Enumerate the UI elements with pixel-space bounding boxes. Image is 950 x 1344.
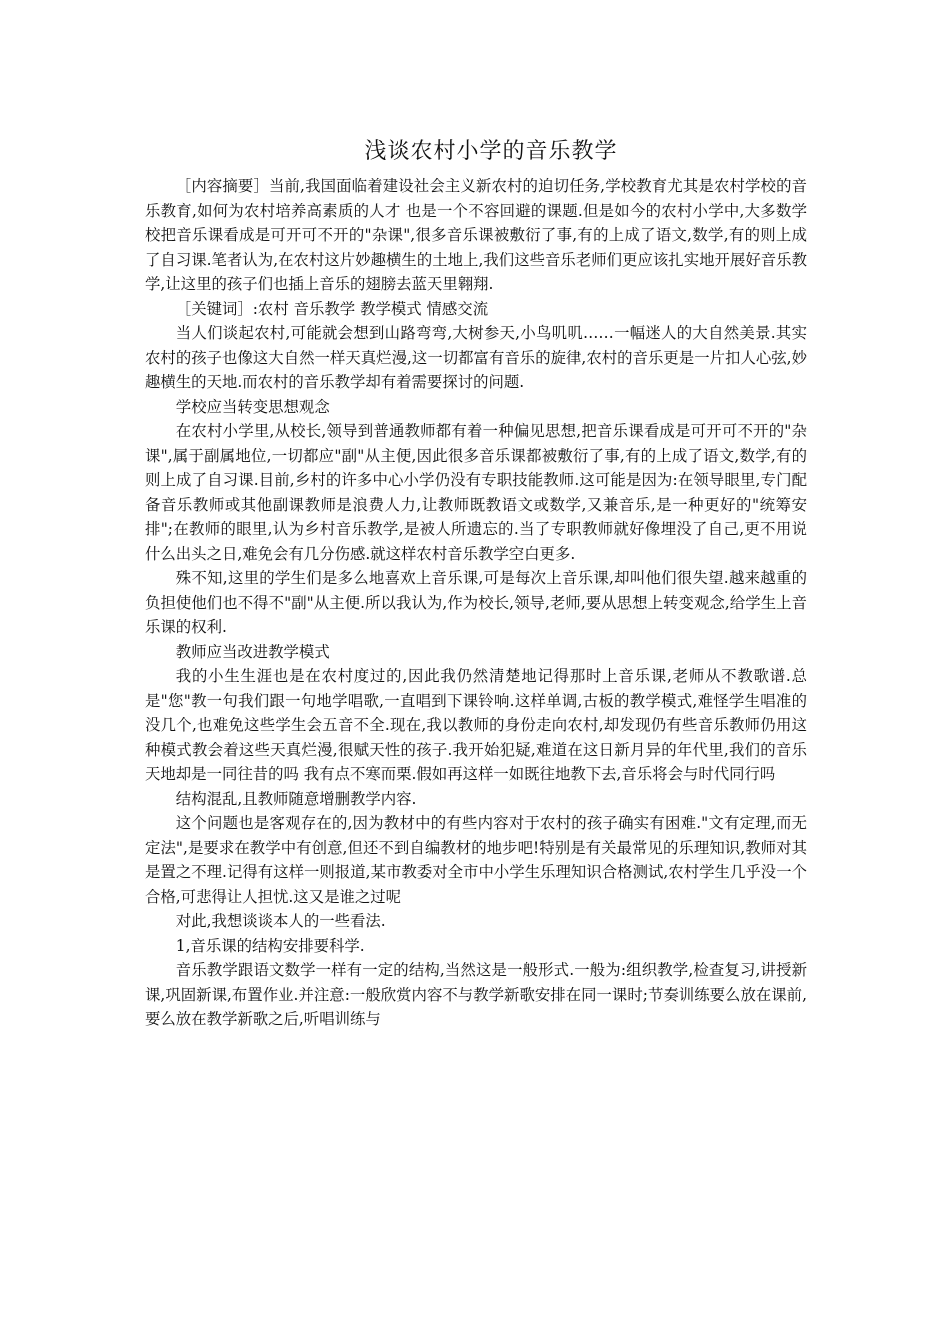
body-paragraph: 音乐教学跟语文数学一样有一定的结构,当然这是一般形式.一般为:组织教学,检查复习,讲授新课,巩固新课,布置作业.并注意:一般欣赏内容不与教学新歌安排在同一课时;节奏训练要么放在课前,要么放在教学新歌之后,听唱训练与 — [145, 961, 807, 1028]
section-heading-school: 学校应当转变思想观念 — [175, 397, 330, 416]
body-paragraph: 在农村小学里,从校长,领导到普通教师都有着一种偏见思想,把音乐课看成是可开可不开的"杂课",属于副属地位,一切都应"副"从主便,因此很多音乐课都被敷衍了事,有的上成了语文,数学,有的则上成了自习课.目前,乡村的许多中心小学仍没有专职技能教师.这可能是因为:在领导眼里,专门配备音乐教师或其他副课教师是浪费人力,让教师既教语文或数学,又兼音乐,是一种更好的"统筹安排";在教师的眼里,认为乡村音乐教学,是被人所遗忘的.当了专职教师就好像埋没了自己,更不用说什么出头之日,难免会有几分伤感.就这样农村音乐教学空白更多. — [145, 422, 807, 563]
body-paragraph: 对此,我想谈谈本人的一些看法. — [175, 912, 386, 930]
keywords-paragraph: ［关键词］:农村 音乐教学 教学模式 情感交流 — [175, 299, 489, 318]
abstract-paragraph: ［内容摘要］当前,我国面临着建设社会主义新农村的迫切任务,学校教育尤其是农村学校的音乐教育,如何为农村培养高素质的人才 也是一个不容回避的课题.但是如今的农村小学中,大多数学校把音乐课看成是可开可不开的"杂课",很多音乐课被敷衍了事,有的上成了语文,数学,有的则上成了自习课.笔者认为,在农村这片妙趣横生的土地上,我们这些音乐老师们更应该扎实地开展好音乐教学,让这里的孩子们也插上音乐的翅膀去蓝天里翱翔. — [145, 177, 807, 293]
intro-paragraph: 当人们谈起农村,可能就会想到山路弯弯,大树参天,小鸟叽叽……一幅迷人的大自然美景.其实农村的孩子也像这大自然一样天真烂漫,这一切都富有音乐的旋律,农村的音乐更是一片扣人心弦,妙趣横生的天地.而农村的音乐教学却有着需要探讨的问题. — [145, 324, 807, 391]
body-paragraph: 这个问题也是客观存在的,因为教材中的有些内容对于农村的孩子确实有困难."文有定理,而无定法",是要求在教学中有创意,但还不到自编教材的地步吧!特别是有关最常见的乐理知识,教师对其是置之不理.记得有这样一则报道,某市教委对全市中小学生乐理知识合格测试,农村学生几乎没一个合格,可悲得让人担忧.这又是谁之过呢 — [145, 814, 807, 906]
body-paragraph: 殊不知,这里的学生们是多么地喜欢上音乐课,可是每次上音乐课,却叫他们很失望.越来越重的负担使他们也不得不"副"从主便.所以我认为,作为校长,领导,老师,要从思想上转变观念,给学生上音乐课的权利. — [145, 569, 807, 636]
document-title: 浅谈农村小学的音乐教学 — [364, 139, 618, 164]
section-heading-numbered: 1,音乐课的结构安排要科学. — [175, 936, 365, 955]
body-paragraph: 我的小生生涯也是在农村度过的,因此我仍然清楚地记得那时上音乐课,老师从不教歌谱.总是"您"教一句我们跟一句地学唱歌,一直唱到下课铃响.这样单调,古板的教学模式,难怪学生唱准的没几个,也难免这些学生会五音不全.现在,我以教师的身份走向农村,却发现仍有些音乐教师仍用这种模式教会着这些天真烂漫,很赋天性的孩子.我开始犯疑,难道在这日新月异的年代里,我们的音乐天地却是一同往昔的吗 我有点不寒而栗.假如再这样一如既往地教下去,音乐将会与时代同行吗 — [145, 667, 807, 783]
section-heading-structure: 结构混乱,且教师随意增删教学内容. — [175, 789, 417, 808]
section-heading-teacher: 教师应当改进教学模式 — [175, 642, 330, 661]
document-page — [145, 134, 807, 1032]
